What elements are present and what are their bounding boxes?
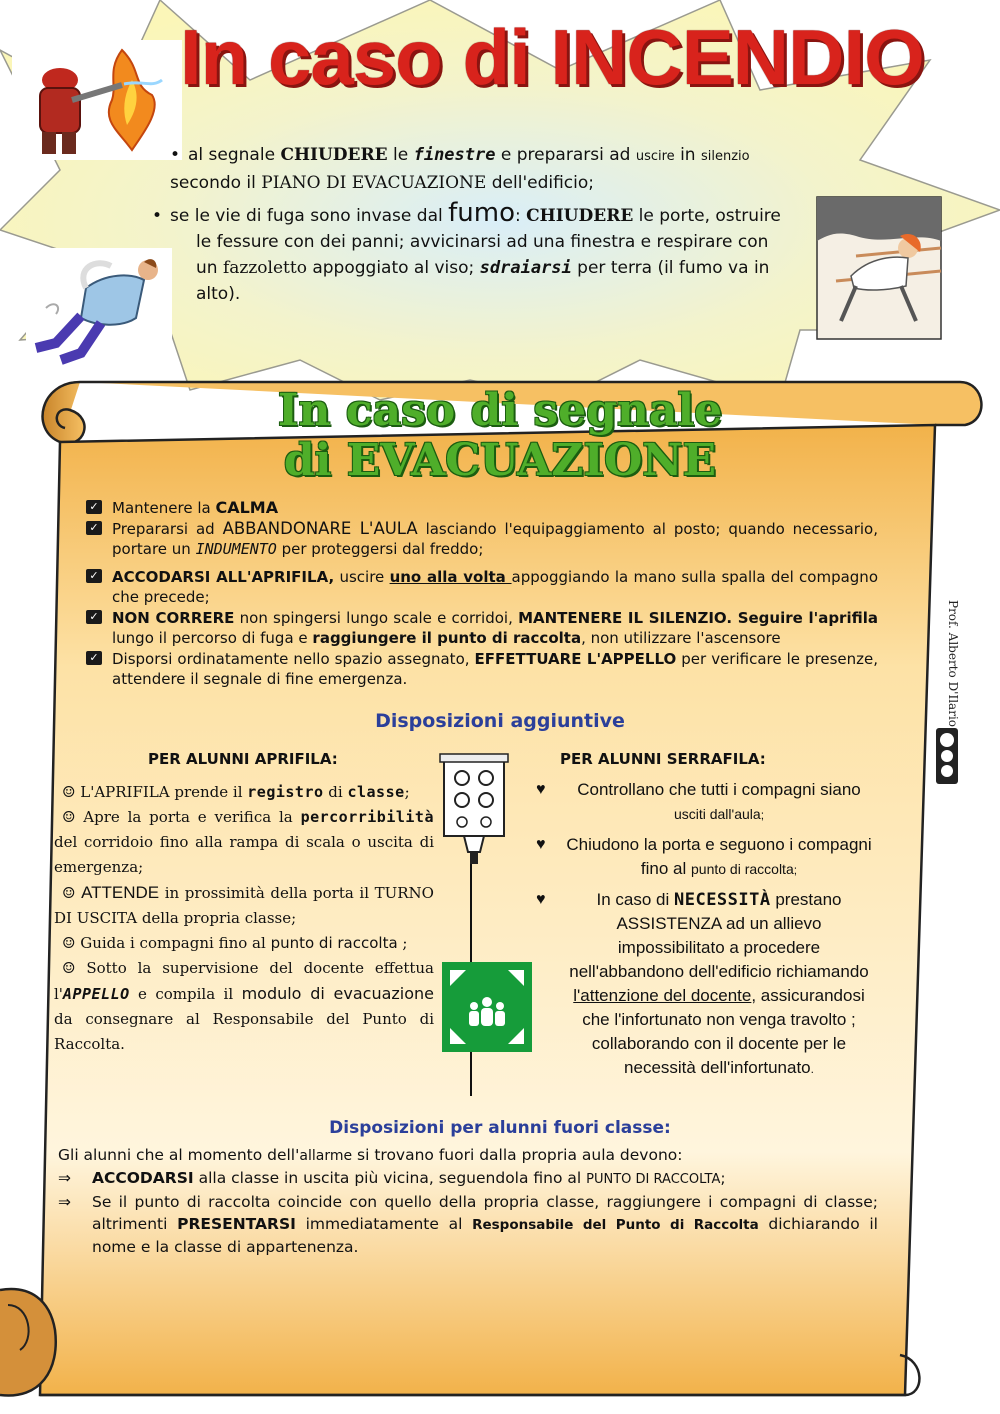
smiley-icon: ☺	[62, 884, 76, 902]
outside-class-title: Disposizioni per alunni fuori classe:	[329, 1118, 671, 1138]
smiley-icon: ☺	[62, 783, 76, 801]
smiley-icon: ☺	[62, 959, 76, 977]
serrafila-item: ♥ Controllano che tutti i compagni siano usciti dall'aula;	[536, 780, 861, 822]
rule-item: ✓ Prepararsi ad ABBANDONARE L'AULA lasciando l'equipaggiamento al posto; quando necessario, portare un INDUMENTO per proteggersi dal freddo;	[82, 519, 878, 559]
smoke-person-icon	[816, 196, 942, 340]
serrafila-heading: PER ALUNNI SERRAFILA:	[560, 750, 766, 768]
rule-item: ✓ Mantenere la CALMA	[82, 498, 878, 518]
author-credit: Prof. Alberto D'Ilario	[946, 600, 960, 728]
aprifila-list	[54, 780, 434, 1057]
heart-icon: ♥	[536, 781, 546, 798]
serrafila-item: ♥ In caso di NECESSITÀ prestano ASSISTENZA ad un allievo impossibilitato a procedere nell'abbandono dell'edificio richiamando l'attenzione del docente, assicurandosi che l'infortunato non venga travolto ; collaborando con il docente per le necessità dell'infortunato.	[536, 890, 869, 1077]
check-icon: ✓	[86, 651, 102, 665]
cc-license-icon	[936, 728, 958, 784]
evacuation-rules	[82, 498, 878, 690]
fire-rule-1: • al segnale CHIUDERE le finestre e prepararsi ad uscire in silenzio secondo il PIANO DI EVACUAZIONE dell'edificio;	[170, 145, 750, 193]
arrow-icon: ⇒	[58, 1169, 71, 1187]
outside-item: ⇒ Se il punto di raccolta coincide con quello della propria classe, raggiungere i compagni di classe; altrimenti PRESENTARSI immediatamente al Responsabile del Punto di Raccolta dichiarando il nome e la classe di appartenenza.	[58, 1193, 878, 1256]
check-icon: ✓	[86, 500, 102, 514]
serrafila-list	[536, 778, 876, 1087]
firefighter-icon	[12, 40, 182, 160]
traffic-light-icon	[436, 748, 512, 864]
evacuation-title: In caso di segnale di EVACUAZIONE	[277, 385, 723, 486]
rule-item: ✓ Disporsi ordinatamente nello spazio assegnato, EFFETTUARE L'APPELLO per verificare le presenze, attendere il segnale di fine emergenza.	[82, 649, 878, 689]
outside-intro: Gli alunni che al momento dell'allarme si trovano fuori dalla propria aula devono:	[58, 1146, 683, 1164]
check-icon: ✓	[86, 569, 102, 583]
crawling-person-icon	[26, 248, 172, 372]
smiley-icon: ☺	[62, 808, 76, 826]
aprifila-item: ☺ Sotto la supervisione del docente effettua l'APPELLO e compila il modulo di evacuazione da consegnare al Responsabile del Punto di Raccolta.	[54, 959, 435, 1053]
page-title: In caso di INCENDIO	[180, 13, 924, 101]
aprifila-heading: PER ALUNNI APRIFILA:	[148, 750, 338, 768]
check-icon: ✓	[86, 610, 102, 624]
aprifila-item: ☺ Apre la porta e verifica la percorribilità del corridoio fino alla rampa di scala o uscita di emergenza;	[54, 808, 434, 876]
smiley-icon: ☺	[62, 934, 76, 952]
outside-item: ⇒ ACCODARSI alla classe in uscita più vicina, seguendola fino al PUNTO DI RACCOLTA;	[58, 1169, 726, 1187]
check-icon: ✓	[86, 521, 102, 535]
serrafila-item: ♥ Chiudono la porta e seguono i compagni fino al punto di raccolta;	[536, 835, 872, 878]
fire-rule-2: • se le vie di fuga sono invase dal fumo: CHIUDERE le porte, ostruire le fessure con dei panni; avvicinarsi ad una finestra e respirare con un fazzoletto appoggiato al viso; sdraiarsi per terra (il fumo va in alto).	[152, 198, 781, 304]
heart-icon: ♥	[536, 891, 546, 908]
aprifila-item: ☺ L'APRIFILA prende il registro di classe;	[62, 783, 410, 801]
rule-item: ✓ ACCODARSI ALL'APRIFILA, uscire uno alla volta appoggiando la mano sulla spalla del compagno che precede;	[82, 567, 878, 607]
aprifila-item: ☺ Guida i compagni fino al punto di raccolta ;	[54, 931, 434, 956]
assembly-point-icon	[442, 962, 532, 1052]
aprifila-item: ☺ ATTENDE in prossimità della porta il TURNO DI USCITA della propria classe;	[54, 883, 434, 927]
outside-class-rules	[58, 1144, 878, 1258]
arrow-icon: ⇒	[58, 1193, 71, 1211]
rule-item: ✓ NON CORRERE non spingersi lungo scale e corridoi, MANTENERE IL SILENZIO. Seguire l'aprifila lungo il percorso di fuga e raggiungere il punto di raccolta, non utilizzare l'ascensore	[82, 608, 878, 648]
additional-provisions-title: Disposizioni aggiuntive	[375, 710, 625, 732]
heart-icon: ♥	[536, 836, 546, 853]
